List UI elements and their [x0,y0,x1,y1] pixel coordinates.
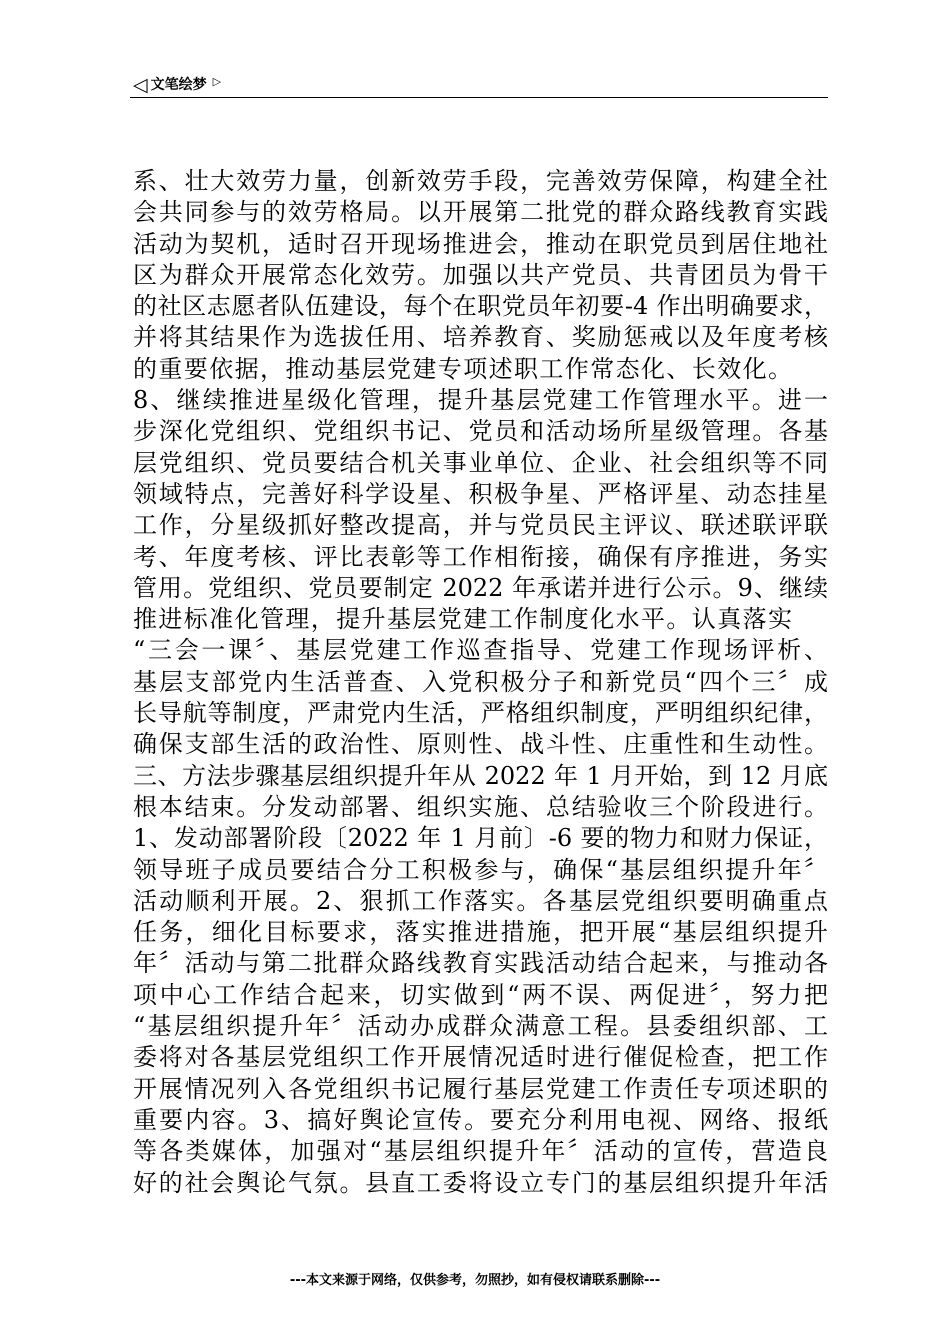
body-line: 根本结束。分发动部署、组织实施、总结验收三个阶段进行。 [133,792,828,821]
body-line: 层党组织、党员要结合机关事业单位、企业、社会组织等不同 [133,448,828,477]
body-line: 领导班子成员要结合分工积极参与，确保“基层组织提升年〞 [133,855,828,884]
body-line: 活动为契机，适时召开现场推进会，推动在职党员到居住地社 [133,229,828,258]
body-line: 步深化党组织、党组织书记、党员和活动场所星级管理。各基 [133,417,828,446]
body-line: 开展情况列入各党组织书记履行基层党建工作责任专项述职的 [133,1074,828,1103]
body-line: 的社区志愿者队伍建设，每个在职党员年初要-4 作出明确要求， [133,292,828,321]
body-line: 的重要依据，推动基层党建专项述职工作常态化、长效化。 [133,354,794,383]
body-line: 委将对各基层党组织工作开展情况适时进行催促检查，把工作 [133,1043,828,1072]
body-line: 工作，分星级抓好整改提高，并与党员民主评议、联述联评联 [133,511,828,540]
body-line: 三、方法步骤基层组织提升年从 2022 年 1 月开始，到 12 月底 [133,761,828,790]
document-body [133,166,828,1199]
body-line: 等各类媒体，加强对“基层组织提升年〞活动的宣传，营造良 [133,1137,828,1166]
body-line: 推进标准化管理，提升基层党建工作制度化水平。认真落实 [133,605,794,634]
body-line: 并将其结果作为选拔任用、培养教育、奖励惩戒以及年度考核 [133,323,828,352]
body-line: 项中心工作结合起来，切实做到“两不误、两促进〞，努力把 [133,980,828,1009]
body-line: 考、年度考核、评比表彰等工作相衔接，确保有序推进，务实 [133,542,828,571]
body-line: 系、壮大效劳力量，创新效劳手段，完善效劳保障，构建全社 [133,167,828,195]
body-line: 确保支部生活的政治性、原则性、战斗性、庄重性和生动性。 [133,730,828,759]
body-line: 会共同参与的效劳格局。以开展第二批党的群众路线教育实践 [133,198,828,227]
body-line: “三会一课〞、基层党建工作巡查指导、党建工作现场评析、 [133,636,828,665]
body-line: 基层支部党内生活普查、入党积极分子和新党员“四个三〞成 [133,667,828,696]
header-divider [130,97,828,98]
body-line: 长导航等制度，严肃党内生活，严格组织制度，严明组织纪律， [133,699,828,728]
footer-disclaimer: ---本文来源于网络，仅供参考，勿照抄，如有侵权请联系删除--- [289,1273,661,1288]
body-line: “基层组织提升年〞活动办成群众满意工程。县委组织部、工 [133,1012,828,1041]
body-line: 年〞活动与第二批群众路线教育实践活动结合起来，与推动各 [133,949,828,978]
body-line: 重要内容。3、搞好舆论宣传。要充分利用电视、网络、报纸 [133,1105,828,1134]
header-brand: 文笔绘梦 [150,77,207,93]
body-line: 8、继续推进星级化管理，提升基层党建工作管理水平。进一 [133,386,828,415]
body-line: 任务，细化目标要求，落实推进措施，把开展“基层组织提升 [133,918,828,947]
body-line: 区为群众开展常态化效劳。加强以共产党员、共青团员为骨干 [133,260,828,289]
body-line: 活动顺利开展。2、狠抓工作落实。各基层党组织要明确重点 [133,886,828,915]
body-line: 1、发动部署阶段〔2022 年 1 月前〕-6 要的物力和财力保证， [133,824,828,853]
right-triangle-icon: ▷ [212,75,222,88]
body-line: 领域特点，完善好科学设星、积极争星、严格评星、动态挂星 [133,479,828,508]
body-line: 好的社会舆论气氛。县直工委将设立专门的基层组织提升年活 [133,1168,828,1197]
left-triangle-icon: ◁ [133,74,148,96]
body-line: 管用。党组织、党员要制定 2022 年承诺并进行公示。9、继续 [133,573,828,602]
page-header [133,74,221,96]
